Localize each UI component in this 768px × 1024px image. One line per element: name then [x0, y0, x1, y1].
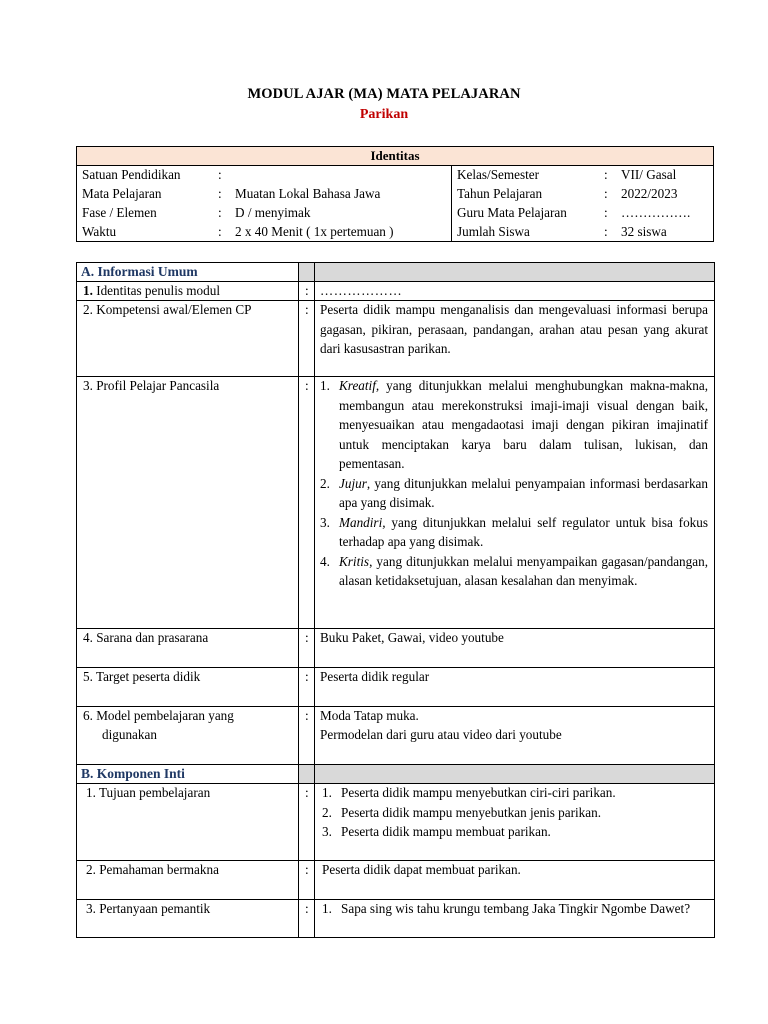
header-shade: [314, 262, 715, 281]
profil-text: yang ditunjukkan melalui menghubungkan makna-makna, membangun atau merekonstruksi imaji-imaji visual dengan baik, menyesuaikan atau mengadaotasi imaji dengan pikiran imajinatif untuk menciptakan karya baru dalam tulisan, lukisan, dan pementasan.: [339, 378, 708, 471]
profil-item: [320, 376, 708, 474]
identitas-value: 32 siswa: [621, 224, 667, 239]
tujuan-text: Peserta didik mampu menyebutkan ciri-ciri parikan.: [341, 785, 616, 800]
item-number: 1.: [320, 378, 330, 393]
pertanyaan-text: Sapa sing wis tahu krungu tembang Jaka Tingkir Ngombe Dawet?: [341, 901, 691, 916]
value-kompetensi: Peserta didik mampu menganalisis dan mengevaluasi informasi berupa gagasan, pikiran, perasaan, pandangan, arahan atau pesan yang akurat dari kasusastran parikan.: [320, 302, 708, 356]
value-penulis: ………………: [320, 283, 403, 298]
tujuan-text: Peserta didik mampu membuat parikan.: [341, 824, 551, 839]
item-number: 1.: [322, 901, 332, 916]
value-model-cont: Permodelan dari guru atau video dari youtube: [320, 727, 562, 742]
row-label-target: 5. Target peserta didik: [83, 669, 201, 684]
identitas-label: Kelas/Semester: [457, 167, 540, 182]
item-number: 2.: [320, 475, 330, 491]
identitas-value: …………….: [621, 205, 691, 220]
tujuan-item: [322, 822, 710, 842]
identitas-label: Jumlah Siswa: [457, 224, 530, 239]
profil-item: [320, 474, 708, 513]
row-divider: [76, 937, 715, 938]
separator: :: [305, 630, 309, 645]
identitas-sep: :: [218, 167, 222, 182]
column-divider: [298, 262, 299, 938]
profil-term: Jujur: [339, 475, 367, 491]
profil-item: [320, 552, 708, 591]
tujuan-item: [322, 803, 710, 823]
row-label-tujuan: 1. Tujuan pembelajaran: [86, 785, 211, 800]
identitas-value: 2 x 40 Menit ( 1x pertemuan ): [235, 224, 394, 239]
identitas-value: VII/ Gasal: [621, 167, 677, 182]
section-b-heading: B. Komponen Inti: [81, 766, 185, 781]
separator: :: [305, 901, 309, 916]
profil-item: [320, 513, 708, 552]
identitas-sep: :: [604, 205, 608, 220]
identitas-sep: :: [218, 186, 222, 201]
row-label-kompetensi: 2. Kompetensi awal/Elemen CP: [83, 302, 252, 317]
tujuan-item: [322, 783, 710, 803]
profil-term: Kreatif,: [339, 378, 380, 393]
profil-text: , yang ditunjukkan melalui penyampaian informasi berdasarkan apa yang disimak.: [339, 475, 708, 510]
item-number: 2.: [322, 804, 332, 820]
header-shade: [314, 764, 715, 783]
profil-text: yang ditunjukkan melalui self regulator untuk bisa fokus terhadap apa yang disimak.: [339, 514, 708, 549]
profil-term: Mandiri,: [339, 514, 386, 530]
header-shade: [299, 764, 314, 783]
separator: :: [305, 378, 309, 393]
profil-text: , yang ditunjukkan melalui menyampaikan gagasan/pandangan, alasan ketidaksetujuan, alasan kesalahan dan menyimak.: [339, 553, 708, 588]
identitas-label: Satuan Pendidikan: [82, 167, 181, 182]
tujuan-list: [322, 783, 710, 842]
separator: :: [305, 862, 309, 877]
row-label-pemahaman: 2. Pemahaman bermakna: [86, 862, 219, 877]
document-title: MODUL AJAR (MA) MATA PELAJARAN: [247, 86, 521, 102]
row-label-penulis: [83, 281, 220, 301]
value-pemahaman: Peserta didik dapat membuat parikan.: [322, 862, 521, 877]
informasi-table: [76, 262, 715, 938]
item-number: 3.: [320, 514, 330, 530]
item-number: 1.: [322, 785, 332, 800]
pertanyaan-item: [322, 899, 710, 919]
identitas-sep: :: [604, 186, 608, 201]
identitas-label: Fase / Elemen: [82, 205, 157, 220]
pertanyaan-list: [322, 899, 710, 919]
tujuan-text: Peserta didik mampu menyebutkan jenis parikan.: [341, 804, 602, 820]
identitas-sep: :: [604, 167, 608, 182]
identitas-label: Tahun Pelajaran: [457, 186, 543, 201]
identitas-label: Mata Pelajaran: [82, 186, 162, 201]
identitas-divider: [451, 165, 452, 242]
header-shade: [299, 262, 314, 281]
identitas-value: 2022/2023: [621, 186, 678, 201]
value-target: Peserta didik regular: [320, 669, 430, 684]
identitas-label: Waktu: [82, 224, 117, 239]
column-divider: [314, 262, 315, 938]
table-border: [714, 262, 715, 938]
item-number: 4.: [320, 553, 330, 569]
row-label-model-cont: digunakan: [102, 727, 157, 742]
item-number: 3.: [322, 824, 332, 839]
identitas-heading: Identitas: [77, 147, 713, 166]
identitas-sep: :: [604, 224, 608, 239]
identitas-table: [76, 146, 714, 242]
row-label-pertanyaan: 3. Pertanyaan pemantik: [86, 901, 211, 916]
section-a-heading: A. Informasi Umum: [81, 264, 198, 279]
separator: :: [305, 302, 309, 317]
separator: :: [305, 283, 309, 298]
separator: :: [305, 708, 309, 723]
identitas-value: Muatan Lokal Bahasa Jawa: [235, 186, 381, 201]
value-sarana: Buku Paket, Gawai, video youtube: [320, 630, 504, 645]
row-label-text: Identitas penulis modul: [96, 283, 220, 298]
value-model: Moda Tatap muka.: [320, 708, 419, 723]
profil-term: Kritis: [339, 553, 370, 569]
row-number: 1.: [83, 283, 93, 298]
row-label-profil: 3. Profil Pelajar Pancasila: [83, 378, 220, 393]
separator: :: [305, 669, 309, 684]
identitas-label: Guru Mata Pelajaran: [457, 205, 567, 220]
table-border: [76, 262, 77, 938]
separator: :: [305, 785, 309, 800]
document-subtitle: Parikan: [359, 107, 409, 122]
identitas-sep: :: [218, 205, 222, 220]
identitas-value: D / menyimak: [235, 205, 311, 220]
identitas-sep: :: [218, 224, 222, 239]
profil-list: [320, 376, 708, 591]
row-label-sarana: 4. Sarana dan prasarana: [83, 630, 209, 645]
row-label-model: 6. Model pembelajaran yang: [83, 708, 234, 723]
